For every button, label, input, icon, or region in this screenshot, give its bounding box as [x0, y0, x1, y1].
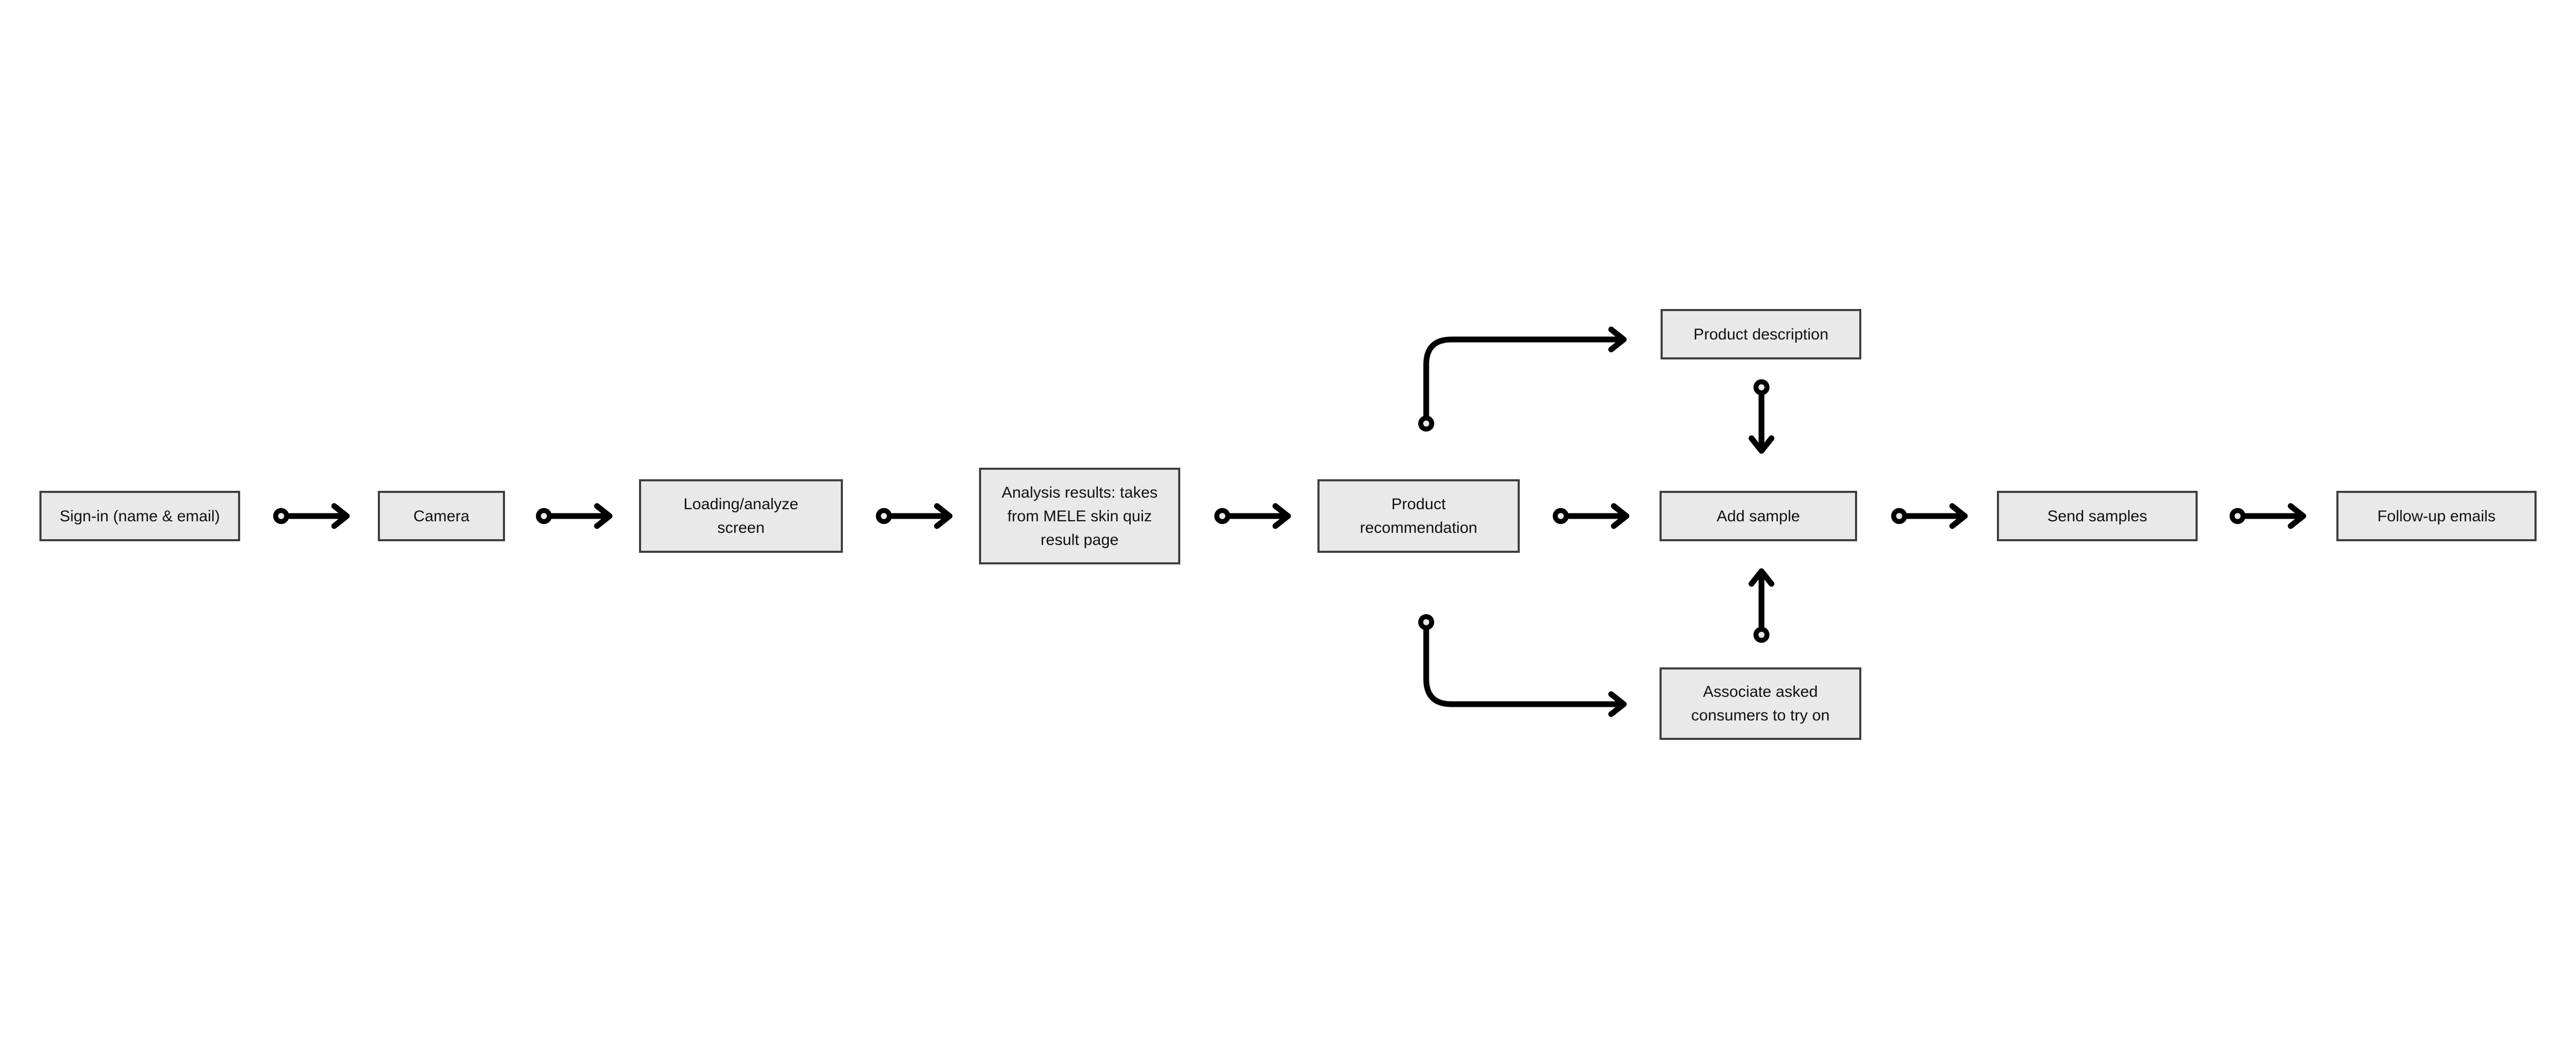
node-add-sample[interactable] — [1660, 491, 1857, 541]
node-label: Product description — [1693, 325, 1829, 343]
connector-associate-try-on-to-add-sample[interactable] — [1751, 571, 1771, 641]
connector-start-dot — [1421, 418, 1432, 429]
node-label: Associate asked consumers to try on — [1691, 683, 1830, 724]
connector-start-dot — [276, 511, 287, 522]
connector-start-dot — [2232, 511, 2243, 522]
connector-start-dot — [1555, 511, 1567, 522]
connector-shaft — [1426, 339, 1621, 415]
connector-product-recommendation-to-associate-try-on[interactable] — [1421, 617, 1624, 715]
connector-shaft — [1426, 631, 1621, 704]
node-label: Follow-up emails — [2377, 507, 2496, 525]
node-product-recommendation[interactable] — [1317, 479, 1520, 553]
connector-start-dot — [1756, 630, 1767, 641]
node-label: Analysis results: takes from MELE skin quiz result page — [1002, 483, 1158, 549]
connector-send-samples-to-follow-up-emails[interactable] — [2232, 506, 2304, 526]
node-associate-try-on[interactable] — [1660, 667, 1861, 740]
node-label: Loading/analyze screen — [683, 496, 799, 537]
connector-product-recommendation-to-product-description[interactable] — [1421, 329, 1624, 429]
connector-start-dot — [879, 511, 890, 522]
connector-analysis-results-to-product-recommendation[interactable] — [1217, 506, 1289, 526]
node-follow-up-emails[interactable] — [2336, 491, 2537, 541]
connector-start-dot — [539, 511, 550, 522]
node-label: Product recommendation — [1359, 496, 1478, 537]
connector-camera-to-loading-screen[interactable] — [539, 506, 610, 526]
node-label: Camera — [413, 507, 470, 525]
node-sign-in[interactable] — [39, 491, 240, 541]
node-analysis-results[interactable] — [979, 468, 1180, 564]
connector-sign-in-to-camera[interactable] — [276, 506, 347, 526]
node-label: Sign-in (name & email) — [59, 507, 220, 525]
node-loading-screen[interactable] — [639, 479, 843, 553]
connector-start-dot — [1894, 511, 1905, 522]
connector-product-recommendation-to-add-sample[interactable] — [1555, 506, 1627, 526]
node-label: Add sample — [1716, 507, 1800, 525]
connector-add-sample-to-send-samples[interactable] — [1894, 506, 1965, 526]
connector-product-description-to-add-sample[interactable] — [1751, 382, 1771, 451]
node-send-samples[interactable] — [1997, 491, 2198, 541]
node-product-description[interactable] — [1661, 309, 1861, 359]
connector-start-dot — [1421, 617, 1432, 628]
connector-start-dot — [1756, 382, 1767, 393]
connector-loading-screen-to-analysis-results[interactable] — [879, 506, 950, 526]
node-label: Send samples — [2047, 507, 2148, 525]
connector-start-dot — [1217, 511, 1228, 522]
node-camera[interactable] — [378, 491, 505, 541]
